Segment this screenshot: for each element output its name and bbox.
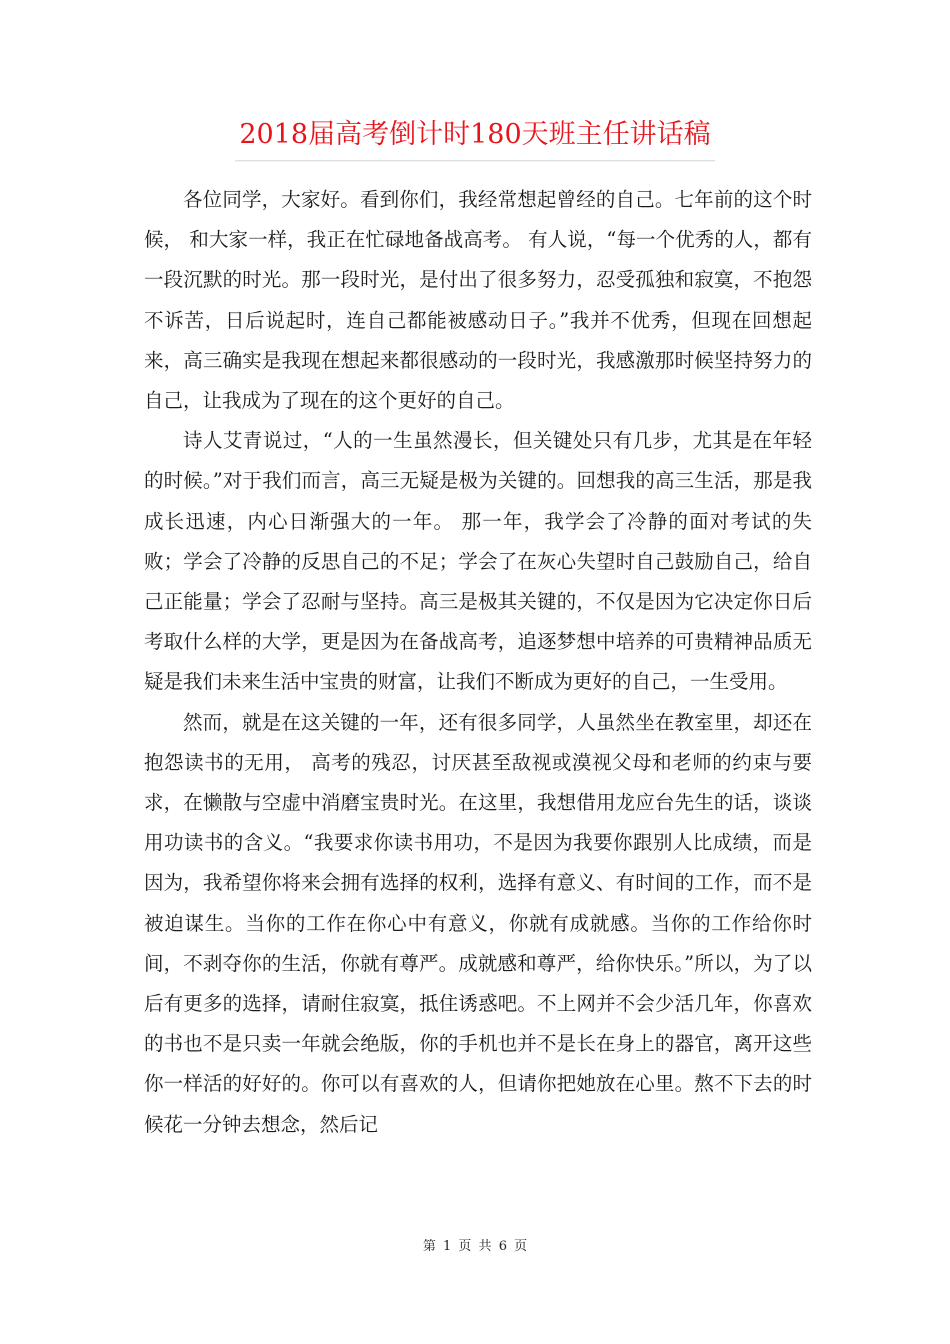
document-title: 2018届高考倒计时180天班主任讲话稿 [235,112,714,161]
paragraph-1: 各位同学，大家好。看到你们，我经常想起曾经的自己。七年前的这个时候， 和大家一样，我正在忙碌地备战高考。 有人说，“每一个优秀的人，都有一段沉默的时光。那一段时光，是付出了很多努力，忍受孤独和寂寞，不抱怨不诉苦，日后说起时，连自己都能被感动日子。”我并不优秀，但现在回想起来，高三确实是我现在想起来都很感动的一段时光，我感激那时候坚持努力的自己，让我成为了现在的这个更好的自己。 [144,188,812,413]
paragraph-2: 诗人艾青说过，“人的一生虽然漫长，但关键处只有几步，尤其是在年轻的时候。”对于我们而言，高三无疑是极为关键的。回想我的高三生活，那是我成长迅速，内心日渐强大的一年。 那一年，我学会了冷静的面对考试的失败；学会了冷静的反思自己的不足；学会了在灰心失望时自己鼓励自己，给自己正能量；学会了忍耐与坚持。高三是极其关键的，不仅是因为它决定你日后考取什么样的大学，更是因为在备战高考，追逐梦想中培养的可贵精神品质无疑是我们未来生活中宝贵的财富，让我们不断成为更好的自己，一生受用。 [144,429,812,694]
paragraph-3: 然而，就是在这关键的一年，还有很多同学，人虽然坐在教室里，却还在抱怨读书的无用， 高考的残忍，讨厌甚至敌视或漠视父母和老师的约束与要求，在懒散与空虚中消磨宝贵时光。在这里，我想借用龙应台先生的话，谈谈用功读书的含义。“我要求你读书用功，不是因为我要你跟别人比成绩，而是因为，我希望你将来会拥有选择的权利，选择有意义、有时间的工作，而不是被迫谋生。当你的工作在你心中有意义，你就有成就感。当你的工作给你时间，不剥夺你的生活，你就有尊严。成就感和尊严，给你快乐。”所以，为了以后有更多的选择，请耐住寂寞，抵住诱惑吧。不上网并不会少活几年，你喜欢的书也不是只卖一年就会绝版，你的手机也并不是长在身上的器官，离开这些你一样活的好好的。你可以有喜欢的人，但请你把她放在心里。熬不下去的时候花一分钟去想念，然后记 [144,710,812,1136]
title-container [0,112,950,161]
page-number-footer: 第 1 页 共 6 页 [422,1239,528,1254]
document-body [144,180,812,1145]
